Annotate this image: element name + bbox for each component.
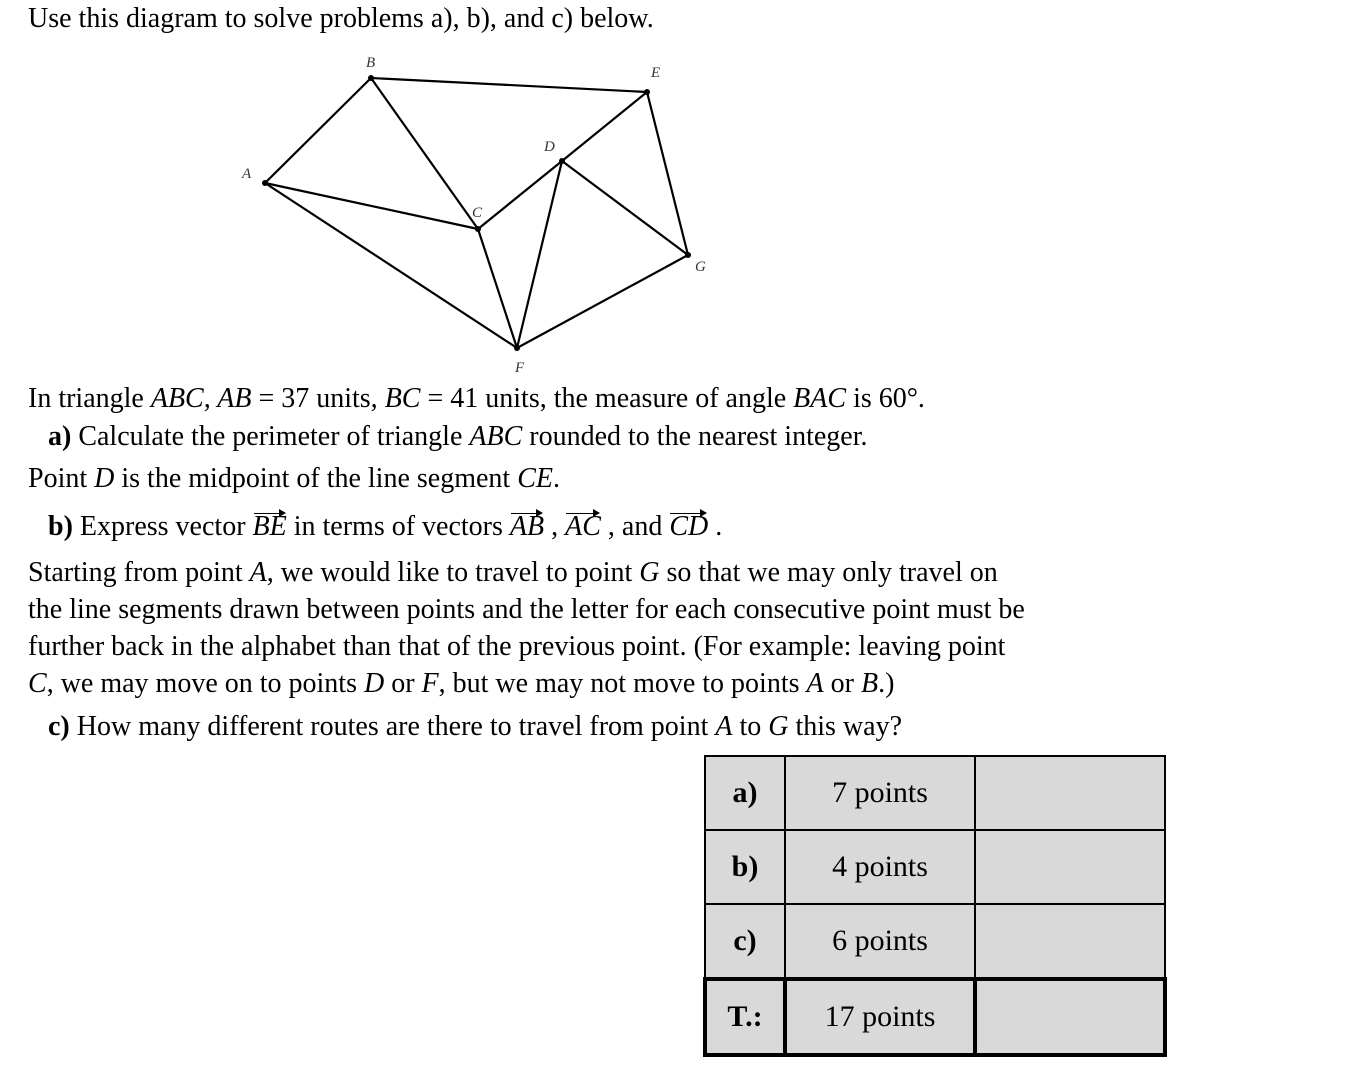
route-text-line-1: Starting from point A, we would like to travel to point G so that we may only travel on bbox=[28, 557, 998, 588]
segment-DE bbox=[562, 92, 647, 161]
segment-FG bbox=[517, 255, 688, 348]
points-cell: 6 points bbox=[785, 904, 975, 979]
score-cell bbox=[975, 756, 1165, 830]
segment-EG bbox=[647, 92, 688, 255]
point-B bbox=[368, 75, 374, 81]
label-C: C bbox=[472, 205, 483, 221]
part-cell: T.: bbox=[705, 979, 785, 1055]
point-A bbox=[262, 180, 268, 186]
segment-BC bbox=[371, 78, 478, 229]
points-cell: 17 points bbox=[785, 979, 975, 1055]
midpoint-text: Point D is the midpoint of the line segment CE. bbox=[28, 463, 560, 494]
question-a: a) Calculate the perimeter of triangle ABC rounded to the nearest integer. bbox=[48, 421, 868, 452]
question-c: c) How many different routes are there to travel from point A to G this way? bbox=[48, 711, 903, 742]
point-F bbox=[514, 345, 520, 351]
segment-DF bbox=[517, 161, 562, 348]
given-triangle-text: In triangle ABC, AB = 37 units, BC = 41 units, the measure of angle BAC is 60°. bbox=[28, 383, 925, 414]
total-row bbox=[705, 979, 1165, 1055]
geometry-diagram bbox=[230, 50, 730, 380]
points-cell: 7 points bbox=[785, 756, 975, 830]
route-text-line-2: the line segments drawn between points and the letter for each consecutive point must be bbox=[28, 594, 1025, 625]
table-row bbox=[705, 904, 1165, 979]
intro-text: Use this diagram to solve problems a), b), and c) below. bbox=[28, 3, 654, 34]
score-cell bbox=[975, 979, 1165, 1055]
part-cell: a) bbox=[705, 756, 785, 830]
label-F: F bbox=[515, 360, 525, 376]
point-C bbox=[475, 226, 481, 232]
vector-AC: AC bbox=[565, 511, 601, 542]
part-cell: c) bbox=[705, 904, 785, 979]
segment-AB bbox=[265, 78, 371, 183]
label-B: B bbox=[366, 55, 376, 71]
route-text-line-4: C, we may move on to points D or F, but we may not move to points A or B.) bbox=[28, 668, 895, 699]
vector-BE: BE bbox=[252, 511, 287, 542]
table-row bbox=[705, 830, 1165, 904]
score-table bbox=[703, 755, 1167, 1057]
point-D bbox=[559, 158, 565, 164]
segment-CF bbox=[478, 229, 517, 348]
question-b: b) Express vector BE in terms of vectors AB , AC , and CD . bbox=[48, 511, 723, 542]
label-A: A bbox=[242, 166, 252, 182]
points-cell: 4 points bbox=[785, 830, 975, 904]
segment-AC bbox=[265, 183, 478, 229]
point-G bbox=[685, 252, 691, 258]
table-row bbox=[705, 756, 1165, 830]
vector-AB: AB bbox=[509, 511, 545, 542]
segment-CD bbox=[478, 161, 562, 229]
label-E: E bbox=[651, 65, 661, 81]
label-D: D bbox=[544, 139, 555, 155]
segment-DG bbox=[562, 161, 688, 255]
score-cell bbox=[975, 904, 1165, 979]
part-cell: b) bbox=[705, 830, 785, 904]
route-text-line-3: further back in the alphabet than that of the previous point. (For example: leaving point bbox=[28, 631, 1006, 662]
label-G: G bbox=[695, 259, 706, 275]
point-E bbox=[644, 89, 650, 95]
score-cell bbox=[975, 830, 1165, 904]
segment-BE bbox=[371, 78, 647, 92]
vector-CD: CD bbox=[669, 511, 709, 542]
